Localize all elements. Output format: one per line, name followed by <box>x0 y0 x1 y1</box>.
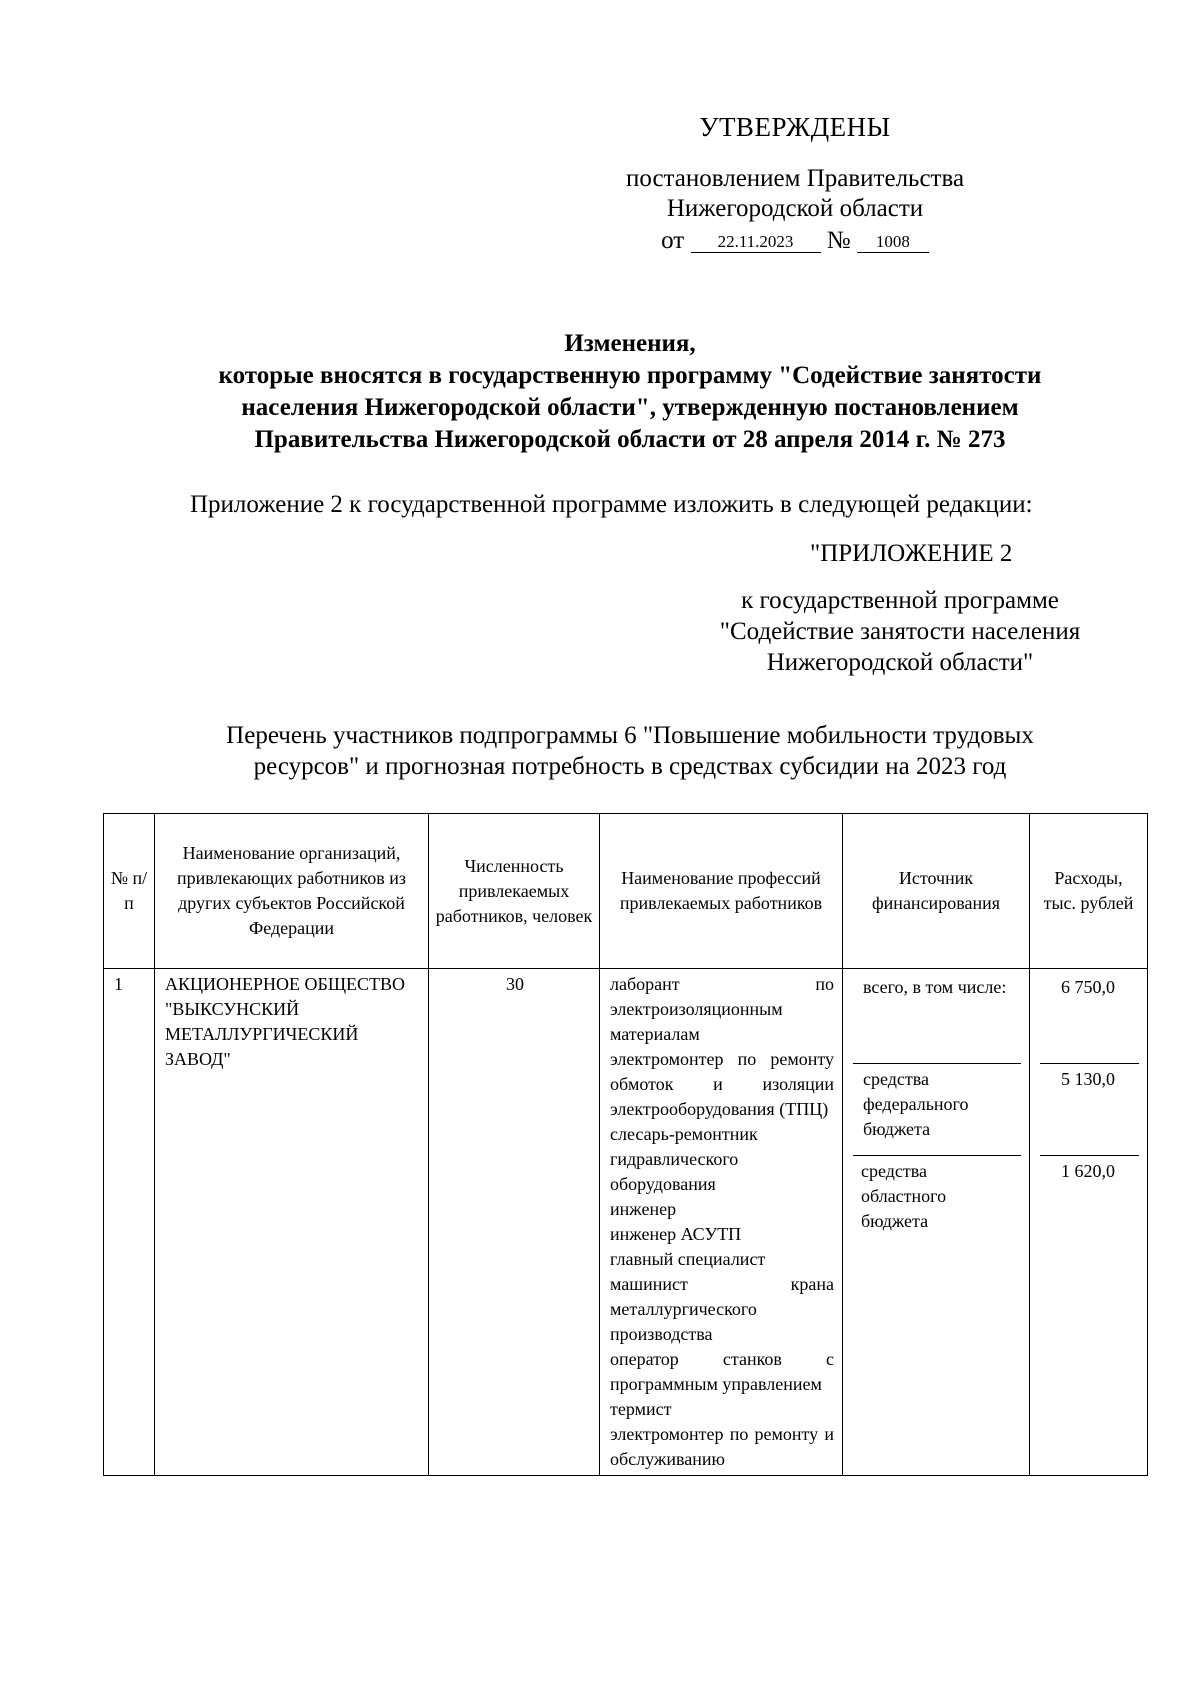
appendix-line-1: к государственной программе <box>741 587 1059 614</box>
approval-line-1: постановлением Правительства <box>625 165 965 192</box>
profession-item: инженер АСУТП <box>610 1224 742 1244</box>
approval-title: УТВЕРЖДЕНЫ <box>699 112 891 142</box>
heading-line-4: Правительства Нижегородской области от 28 апреля 2014 г. № 273 <box>254 426 1006 453</box>
header-source: Источник финансирования <box>843 814 1030 969</box>
profession-item: электромонтер по ремонту и обслуживанию <box>610 1424 834 1469</box>
financing-source: средства областного бюджета <box>861 1161 947 1231</box>
profession-item: лаборант по электроизоляционным материалам <box>610 974 834 1044</box>
list-title-line-2: ресурсов" и прогнозная потребность в средствах субсидии на 2023 год <box>253 753 1007 780</box>
profession-item: термист <box>610 1399 672 1419</box>
expense-amount: 6 750,0 <box>1040 972 1139 1064</box>
heading-line-1: Изменения, <box>564 330 696 357</box>
row-num: 1 <box>104 969 155 1476</box>
appendix-line-2: "Содействие занятости населения <box>719 618 1081 645</box>
profession-item: инженер <box>610 1199 677 1219</box>
heading-line-2: которые вносятся в государственную программу "Содействие занятости <box>218 362 1042 389</box>
approval-line-2: Нижегородской области <box>666 195 924 222</box>
list-title-line-1: Перечень участников подпрограммы 6 "Повышение мобильности трудовых <box>226 722 1034 749</box>
header-org: Наименование организаций, привлекающих работников из других субъектов Российской Федерации <box>155 814 429 969</box>
profession-item: слесарь-ремонтник гидравлического оборудования <box>610 1124 758 1194</box>
table-row <box>104 969 1148 1476</box>
header-count: Численность привлекаемых работников, человек <box>429 814 600 969</box>
list-title <box>100 720 1160 782</box>
appendix-block <box>670 538 1130 678</box>
from-label: от <box>661 227 685 254</box>
profession-item: электромонтер по ремонту обмоток и изоляции электрооборудования (ТПЦ) <box>610 1049 834 1119</box>
appendix-title: "ПРИЛОЖЕНИЕ 2 <box>810 540 1013 567</box>
heading-line-3: населения Нижегородской области", утвержденную постановлением <box>241 394 1019 421</box>
document-heading <box>100 328 1160 456</box>
approval-date-line <box>560 226 1030 256</box>
expense-amount: 5 130,0 <box>1040 1064 1139 1156</box>
row-org: АКЦИОНЕРНОЕ ОБЩЕСТВО "ВЫКСУНСКИЙ МЕТАЛЛУРГИЧЕСКИЙ ЗАВОД" <box>155 969 429 1476</box>
participants-table <box>103 813 1148 1476</box>
approval-date: 22.11.2023 <box>691 232 821 253</box>
number-sign: № <box>826 227 851 254</box>
appendix-line-3: Нижегородской области" <box>766 649 1034 676</box>
intro-paragraph: Приложение 2 к государственной программе изложить в следующей редакции: <box>190 491 1033 518</box>
row-expenses <box>1030 969 1148 1476</box>
row-count: 30 <box>429 969 600 1476</box>
profession-item: машинист крана металлургического производства <box>610 1274 834 1344</box>
row-professions <box>600 969 843 1476</box>
expense-amount: 1 620,0 <box>1061 1161 1115 1181</box>
header-professions: Наименование профессий привлекаемых работников <box>600 814 843 969</box>
financing-source: средства федерального бюджета <box>853 1064 1021 1156</box>
approval-block <box>560 112 1030 256</box>
profession-item: оператор станков с программным управлением <box>610 1349 834 1394</box>
header-num: № п/п <box>104 814 155 969</box>
row-financing-sources <box>843 969 1030 1476</box>
table-header-row <box>104 814 1148 969</box>
profession-item: главный специалист <box>610 1249 766 1269</box>
approval-number: 1008 <box>857 232 929 253</box>
financing-source: всего, в том числе: <box>853 972 1021 1064</box>
header-expenses: Расходы, тыс. рублей <box>1030 814 1148 969</box>
